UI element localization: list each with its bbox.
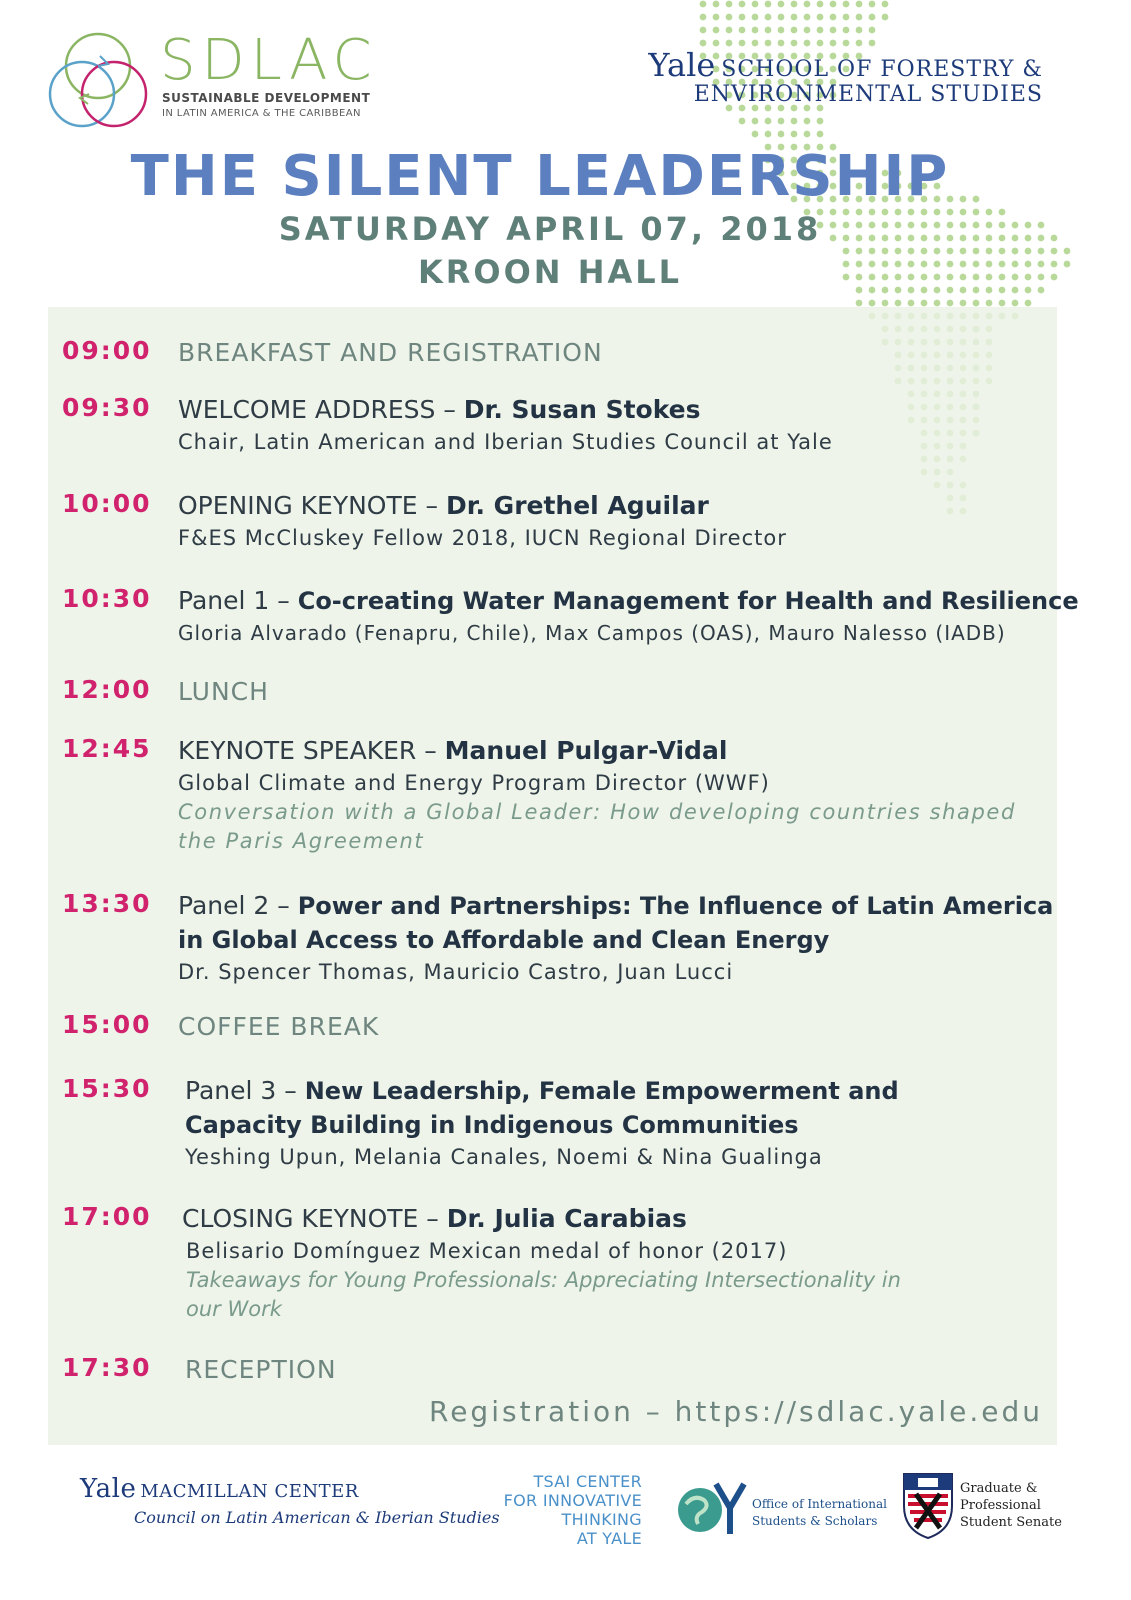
map-dot (895, 300, 902, 307)
gpss-line: Graduate & (960, 1481, 1038, 1496)
agenda-heading-prefix: Panel 2 – (178, 891, 298, 920)
map-dot (713, 1, 720, 8)
agenda-detail: Belisario Domínguez Mexican medal of honor (2017) (186, 1239, 788, 1263)
map-dot (778, 131, 785, 138)
map-dot (856, 14, 863, 21)
map-dot (843, 1, 850, 8)
map-dot (817, 14, 824, 21)
tsai-center-logo (486, 1472, 642, 1548)
agenda-time: 09:00 (62, 336, 152, 365)
map-dot (765, 14, 772, 21)
map-dot (817, 27, 824, 34)
sdlac-logo-icon (48, 32, 148, 132)
sdlac-wordmark: SDLAC (160, 28, 378, 93)
agenda-heading-prefix: CLOSING KEYNOTE – (182, 1204, 447, 1233)
ois-line: Office of International (752, 1497, 887, 1511)
agenda-time: 17:00 (62, 1202, 152, 1231)
map-dot (804, 14, 811, 21)
map-dot (869, 27, 876, 34)
agenda-detail: Dr. Spencer Thomas, Mauricio Castro, Juan Lucci (178, 960, 734, 984)
gpss-line: Professional (960, 1498, 1041, 1513)
map-dot (804, 1, 811, 8)
agenda-time: 17:30 (62, 1353, 152, 1382)
map-dot (778, 14, 785, 21)
map-dot (752, 118, 759, 125)
map-dot (817, 118, 824, 125)
agenda-panel-title-2: in Global Access to Affordable and Clean Energy (178, 926, 830, 954)
map-dot (817, 1, 824, 8)
agenda-heading-prefix: WELCOME ADDRESS – (178, 395, 464, 424)
agenda-heading: COFFEE BREAK (178, 1012, 380, 1041)
fes-line-2: ENVIRONMENTAL STUDIES (693, 82, 1043, 107)
map-dot (856, 300, 863, 307)
map-dot (882, 300, 889, 307)
agenda-detail: Chair, Latin American and Iberian Studies Council at Yale (178, 430, 833, 454)
tsai-line: THINKING (561, 1510, 642, 1529)
event-venue: KROON HALL (417, 253, 683, 291)
map-dot (791, 27, 798, 34)
map-dot (843, 27, 850, 34)
agenda-talk-title: our Work (186, 1297, 282, 1321)
agenda-speaker: Dr. Grethel Aguilar (445, 491, 709, 520)
map-dot (856, 1, 863, 8)
map-dot (856, 27, 863, 34)
agenda-detail: Yeshing Upun, Melania Canales, Noemi & Nina Gualinga (185, 1145, 823, 1169)
map-dot (791, 118, 798, 125)
agenda-detail: Gloria Alvarado (Fenapru, Chile), Max Campos (OAS), Mauro Nalesso (IADB) (178, 621, 1006, 645)
macmillan-line-2: Council on Latin American & Iberian Studies (134, 1508, 500, 1527)
map-dot (882, 1, 889, 8)
agenda-time: 15:30 (62, 1074, 152, 1103)
agenda-time: 15:00 (62, 1010, 152, 1039)
agenda-time: 10:30 (62, 584, 152, 613)
map-dot (1025, 300, 1032, 307)
map-dot (739, 14, 746, 21)
map-dot (947, 300, 954, 307)
map-dot (765, 27, 772, 34)
map-dot (765, 131, 772, 138)
map-dot (752, 131, 759, 138)
agenda-time: 12:45 (62, 734, 152, 763)
agenda-panel-title: Co-creating Water Management for Health and Resilience (297, 587, 1079, 615)
fes-line-1: SCHOOL OF FORESTRY & (721, 57, 1043, 82)
map-dot (765, 118, 772, 125)
agenda-heading-prefix: OPENING KEYNOTE – (178, 491, 446, 520)
map-dot (843, 14, 850, 21)
map-dot (804, 118, 811, 125)
ois-logo-text (752, 1496, 887, 1530)
map-dot (752, 1, 759, 8)
map-dot (739, 118, 746, 125)
map-dot (778, 118, 785, 125)
sdlac-tagline-1: SUSTAINABLE DEVELOPMENT (162, 91, 371, 105)
sdlac-tagline-2: IN LATIN AMERICA & THE CARIBBEAN (162, 108, 361, 119)
agenda-talk-title: Takeaways for Young Professionals: Appreciating Intersectionality in (186, 1268, 901, 1292)
map-dot (934, 300, 941, 307)
map-dot (830, 14, 837, 21)
agenda-heading: RECEPTION (185, 1355, 337, 1384)
yale-wordmark: Yale (80, 1474, 137, 1504)
map-dot (778, 27, 785, 34)
macmillan-line-1: MACMILLAN CENTER (140, 1481, 359, 1502)
map-dot (804, 131, 811, 138)
tsai-line: TSAI CENTER (533, 1472, 642, 1491)
map-dot (739, 1, 746, 8)
map-dot (726, 1, 733, 8)
agenda-detail: Global Climate and Energy Program Director (WWF) (178, 771, 770, 795)
map-dot (752, 14, 759, 21)
map-dot (791, 14, 798, 21)
globe-y-icon (676, 1478, 754, 1538)
map-dot (700, 14, 707, 21)
agenda-talk-title: the Paris Agreement (178, 829, 425, 853)
agenda-heading-prefix: Panel 1 – (178, 586, 298, 615)
map-dot (908, 300, 915, 307)
gpss-line: Student Senate (960, 1515, 1062, 1530)
map-dot (700, 27, 707, 34)
map-dot (1012, 300, 1019, 307)
macmillan-center-logo (80, 1474, 500, 1527)
map-dot (973, 300, 980, 307)
yale-fes-logo (648, 46, 1043, 107)
map-dot (882, 14, 889, 21)
agenda-heading-prefix: Panel 3 – (185, 1076, 305, 1105)
map-dot (921, 300, 928, 307)
shield-icon (902, 1472, 954, 1540)
map-dot (986, 300, 993, 307)
agenda-panel-title-2: Capacity Building in Indigenous Communities (185, 1111, 799, 1139)
agenda-panel-title: Power and Partnerships: The Influence of Latin America (297, 892, 1054, 920)
map-dot (791, 131, 798, 138)
map-dot (791, 1, 798, 8)
map-dot (830, 27, 837, 34)
map-dot (739, 27, 746, 34)
event-date: SATURDAY APRIL 07, 2018 (278, 210, 822, 248)
map-dot (817, 131, 824, 138)
map-dot (960, 300, 967, 307)
agenda-time: 10:00 (62, 489, 152, 518)
agenda-speaker: Manuel Pulgar-Vidal (444, 736, 728, 765)
map-dot (999, 300, 1006, 307)
map-dot (778, 1, 785, 8)
map-dot (765, 1, 772, 8)
yale-wordmark: Yale (648, 46, 716, 84)
map-dot (700, 1, 707, 8)
ois-line: Students & Scholars (752, 1514, 878, 1528)
agenda-detail: F&ES McCluskey Fellow 2018, IUCN Regional Director (178, 526, 787, 550)
agenda-heading: BREAKFAST AND REGISTRATION (178, 338, 603, 367)
tsai-line: FOR INNOVATIVE (503, 1491, 642, 1510)
agenda-heading: LUNCH (178, 677, 269, 706)
map-dot (869, 1, 876, 8)
agenda-time: 13:30 (62, 889, 152, 918)
agenda-talk-title: Conversation with a Global Leader: How developing countries shaped (178, 800, 1016, 824)
map-dot (752, 27, 759, 34)
map-dot (804, 27, 811, 34)
agenda-time: 12:00 (62, 675, 152, 704)
agenda-time: 09:30 (62, 393, 152, 422)
map-dot (713, 27, 720, 34)
map-dot (869, 300, 876, 307)
registration-link[interactable]: Registration – https://sdlac.yale.edu (429, 1395, 1043, 1428)
agenda-speaker: Dr. Julia Carabias (446, 1204, 687, 1233)
map-dot (713, 14, 720, 21)
agenda-heading-prefix: KEYNOTE SPEAKER – (178, 736, 445, 765)
tsai-line: AT YALE (576, 1529, 642, 1548)
map-dot (726, 27, 733, 34)
agenda-panel (48, 307, 1079, 1445)
gpss-logo-text (960, 1480, 1062, 1531)
map-dot (830, 1, 837, 8)
agenda-panel-title: New Leadership, Female Empowerment and (304, 1077, 899, 1105)
map-dot (726, 14, 733, 21)
agenda-speaker: Dr. Susan Stokes (463, 395, 701, 424)
event-title: THE SILENT LEADERSHIP (130, 144, 950, 209)
map-dot (869, 14, 876, 21)
